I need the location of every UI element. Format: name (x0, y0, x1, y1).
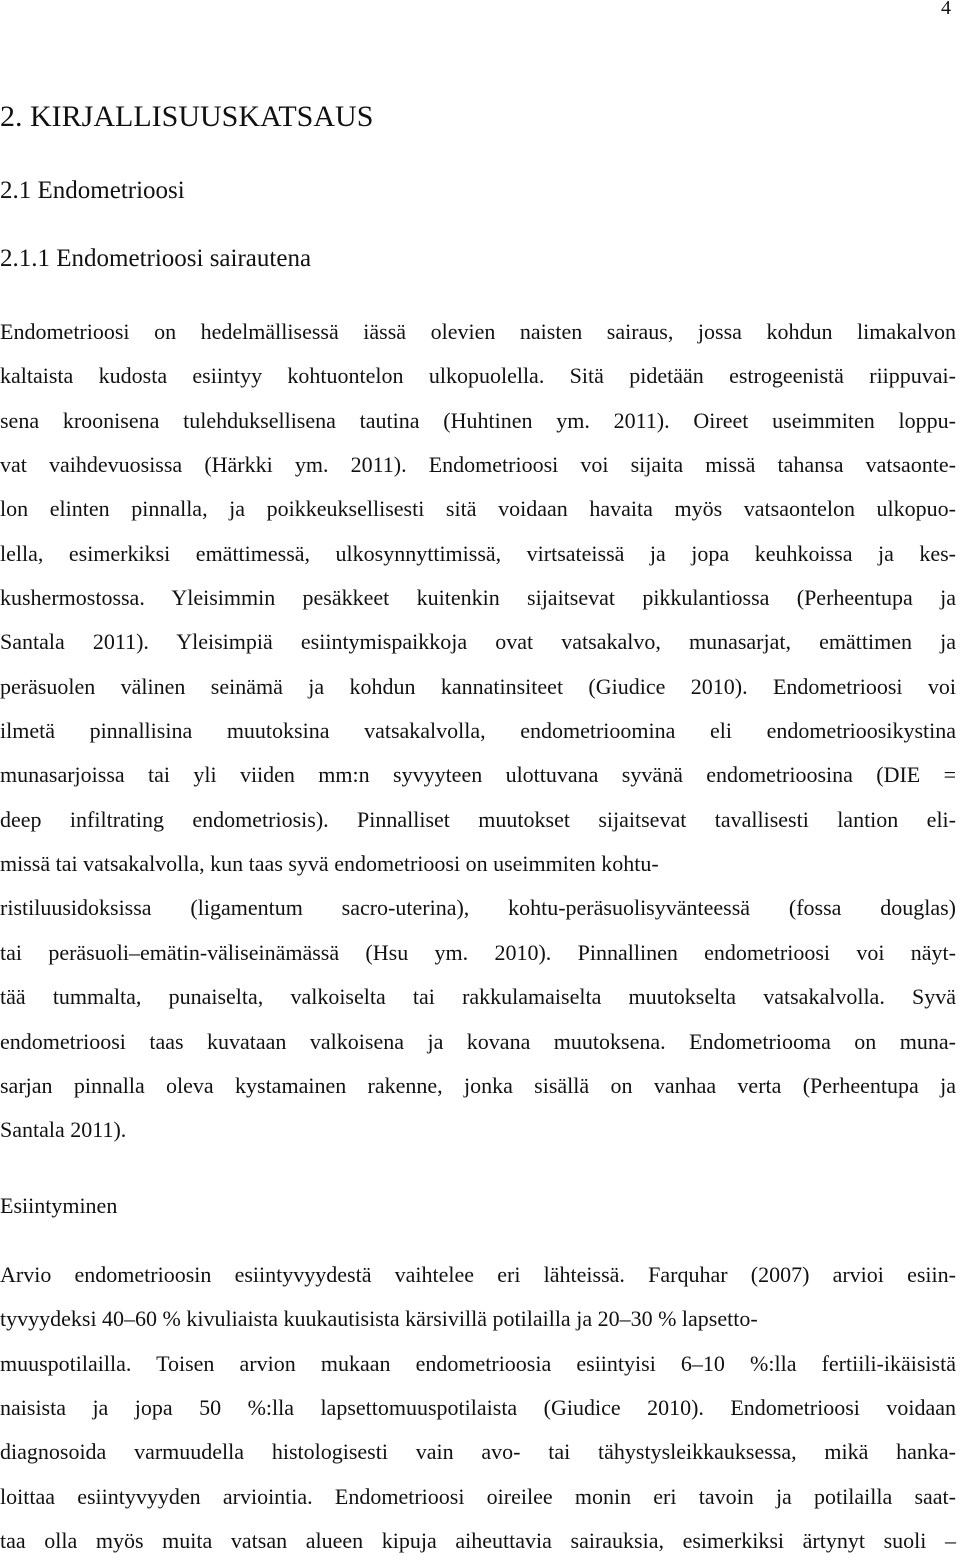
text-line: kaltaista kudosta esiintyy kohtuontelon ulkopuolella. Sitä pidetään estrogeenistä riippuvai- (0, 363, 956, 389)
text-line: Santala 2011). (0, 1117, 127, 1143)
text-line: tai peräsuoli–emätin-väliseinämässä (Hsu ym. 2010). Pinnallinen endometrioosi voi näyt- (0, 939, 956, 965)
text-line: Endometrioosi on hedelmällisessä iässä olevien naisten sairaus, jossa kohdun limakalvon (0, 319, 956, 344)
text-line: taa olla myös muita vatsan alueen kipuja aiheuttavia sairauksia, esimerkiksi ärtynyt suoli – (0, 1528, 956, 1554)
section-heading: 2.1 Endometrioosi (0, 177, 185, 204)
text-line: tää tummalta, punaiselta, valkoiselta tai rakkulamaiselta muutokselta vatsakalvolla. Syvä (0, 984, 956, 1010)
text-line: lella, esimerkiksi emättimessä, ulkosynnyttimissä, virtsateissä ja jopa keuhkoissa ja kes- (0, 540, 956, 566)
text-line: tyvyydeksi 40–60 % kivuliaista kuukautisista kärsivillä potilailla ja 20–30 % lapsetto- (0, 1306, 758, 1332)
text-line: munasarjoissa tai yli viiden mm:n syvyyteen ulottuvana syvänä endometrioosina (DIE = (0, 762, 956, 788)
text-line: missä tai vatsakalvolla, kun taas syvä endometrioosi on useimmiten kohtu- (0, 851, 659, 877)
text-line: endometrioosi taas kuvataan valkoisena ja kovana muutoksena. Endometriooma on muna- (0, 1028, 956, 1054)
text-line: naisista ja jopa 50 %:lla lapsettomuuspotilaista (Giudice 2010). Endometrioosi voidaan (0, 1395, 956, 1421)
text-line: diagnosoida varmuudella histologisesti vain avo- tai tähystysleikkauksessa, mikä hanka- (0, 1439, 956, 1465)
chapter-heading: 2. KIRJALLISUUSKATSAUS (0, 100, 374, 133)
text-line: sena kroonisena tulehduksellisena tautina (Huhtinen ym. 2011). Oireet useimmiten loppu- (0, 407, 956, 433)
text-line: loittaa esiintyvyyden arviointia. Endometrioosi oireilee monin eri tavoin ja potilailla saat- (0, 1483, 956, 1509)
text-line: ilmetä pinnallisina muutoksina vatsakalvolla, endometrioomina eli endometrioosikystina (0, 718, 956, 744)
text-line: Santala 2011). Yleisimpiä esiintymispaikkoja ovat vatsakalvo, munasarjat, emättimen ja (0, 629, 956, 655)
paragraph-occurrence (0, 1253, 956, 1563)
text-line: Arvio endometrioosin esiintyvyydestä vaihtelee eri lähteissä. Farquhar (2007) arvioi esiin- (0, 1262, 956, 1287)
text-line: ristiluusidoksissa (ligamentum sacro-uterina), kohtu-peräsuolisyvänteessä (fossa douglas) (0, 895, 956, 921)
text-line: muuspotilailla. Toisen arvion mukaan endometrioosia esiintyisi 6–10 %:lla fertiili-ikäisistä (0, 1350, 956, 1376)
text-line: vat vaihdevuosissa (Härkki ym. 2011). Endometrioosi voi sijaita missä tahansa vatsaonte- (0, 452, 956, 478)
text-line: peräsuolen välinen seinämä ja kohdun kannatinsiteet (Giudice 2010). Endometrioosi voi (0, 673, 956, 699)
subsection-heading: 2.1.1 Endometrioosi sairautena (0, 245, 312, 272)
text-line: kushermostossa. Yleisimmin pesäkkeet kuitenkin sijaitsevat pikkulantiossa (Perheentupa ja (0, 585, 956, 611)
subheading-occurrence: Esiintyminen (0, 1193, 118, 1218)
paragraph-endometriosis-disease (0, 310, 956, 1153)
text-line: sarjan pinnalla oleva kystamainen rakenne, jonka sisällä on vanhaa verta (Perheentupa ja (0, 1072, 956, 1098)
page-number: 4 (941, 0, 951, 19)
text-line: deep infiltrating endometriosis). Pinnalliset muutokset sijaitsevat tavallisesti lantion eli- (0, 806, 956, 832)
text-line: lon elinten pinnalla, ja poikkeuksellisesti sitä voidaan havaita myös vatsaontelon ulkopuo- (0, 496, 956, 522)
